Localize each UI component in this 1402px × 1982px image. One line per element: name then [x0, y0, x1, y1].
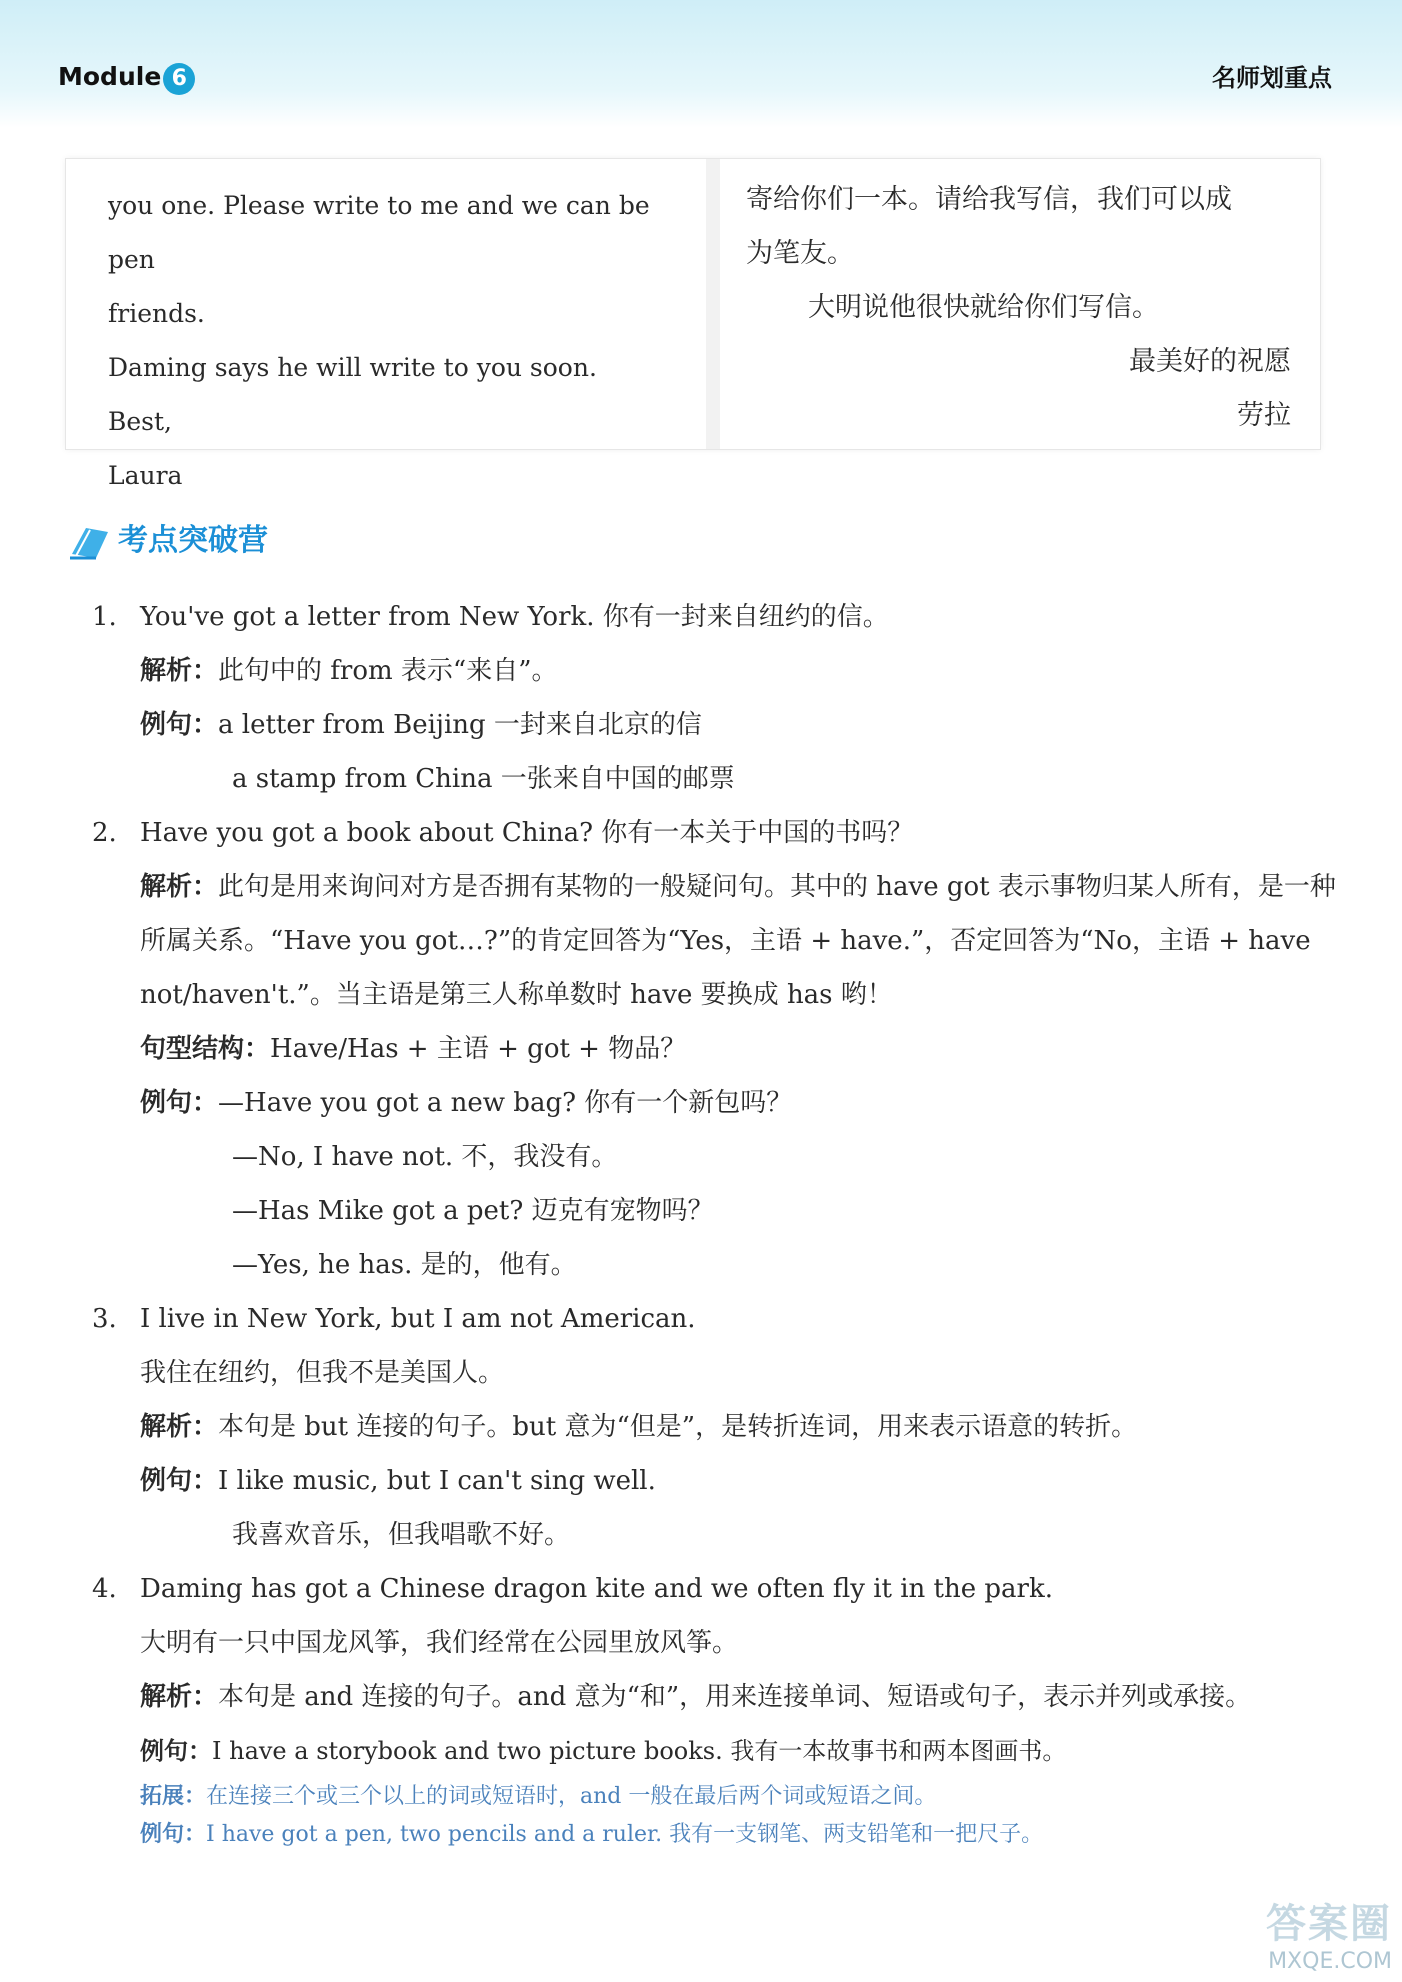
item-1-example-2: a stamp from China 一张来自中国的邮票 [232, 764, 735, 794]
example-text: —Have you got a new bag? 你有一个新包吗？ [218, 1088, 793, 1118]
letter-zh-line: 为笔友。 [746, 238, 854, 269]
item-1-example [92, 698, 1352, 752]
item-3-translation: 我住在纽约，但我不是美国人。 [140, 1358, 505, 1388]
section-title [68, 515, 268, 560]
letter-divider [706, 159, 720, 449]
module-number: 6 [163, 63, 195, 95]
item-number: 3. [92, 1304, 117, 1334]
item-number: 1. [92, 602, 117, 632]
analysis-text: 此句是用来询问对方是否拥有某物的一般疑问句。其中的 have got 表示事物归某人所有，是一种所属关系。“Have you got…?”的肯定回答为“Yes，主语 + have.”，否定回答为“No，主语 + have not/haven't.”。当主语是第三人称单数时 have 要换成 has 哟！ [140, 872, 1336, 1010]
item-2-example [92, 1076, 1352, 1130]
extension-text: 在连接三个或三个以上的词或短语时，and 一般在最后两个词或短语之间。 [206, 1784, 937, 1809]
letter-en-line: you one. Please write to me and we can be pen [108, 191, 650, 274]
module-label: Module [58, 62, 162, 91]
page-header [0, 0, 1402, 128]
item-4-example-2 [92, 1816, 1352, 1854]
item-4-analysis [92, 1670, 1352, 1724]
analysis-label: 解析： [140, 656, 219, 686]
example-label: 例句： [140, 710, 219, 740]
letter-en-line: friends. [108, 299, 205, 328]
letter-zh-line: 寄给你们一本。请给我写信，我们可以成 [746, 184, 1232, 215]
item-2-structure [92, 1022, 1352, 1076]
letter-box [65, 158, 1321, 490]
example-text: I have a storybook and two picture books. 我有一本故事书和两本图画书。 [212, 1737, 1067, 1765]
item-4-extension [92, 1778, 1352, 1816]
item-sentence: I live in New York, but I am not American. [140, 1304, 696, 1334]
item-2-example-3: —Has Mike got a pet? 迈克有宠物吗？ [232, 1196, 714, 1226]
item-number: 2. [92, 818, 117, 848]
item-3-example-2: 我喜欢音乐，但我唱歌不好。 [232, 1520, 571, 1550]
watermark [1266, 1892, 1392, 1974]
letter-zh-line: 大明说他很快就给你们写信。 [808, 292, 1159, 323]
letter-en-line: Laura [108, 461, 183, 490]
module-badge [58, 62, 195, 95]
item-sentence: Have you got a book about China? 你有一本关于中国的书吗？ [140, 818, 914, 848]
watermark-logo: 答案圈 [1266, 1901, 1392, 1947]
item-sentence: You've got a letter from New York. 你有一封来自纽约的信。 [140, 602, 889, 632]
item-number: 4. [92, 1574, 117, 1604]
analysis-text: 本句是 and 连接的句子。and 意为“和”，用来连接单词、短语或句子，表示并列或承接。 [218, 1682, 1252, 1712]
item-2-example-4: —Yes, he has. 是的，他有。 [232, 1250, 577, 1280]
extension-label: 拓展： [140, 1784, 207, 1809]
item-1-analysis [92, 644, 1352, 698]
content-body [92, 590, 1352, 1854]
item-2-example-2: —No, I have not. 不，我没有。 [232, 1142, 618, 1172]
item-3-example [92, 1454, 1352, 1508]
example-text: I have got a pen, two pencils and a ruler. 我有一支钢笔、两支铅笔和一把尺子。 [206, 1822, 1044, 1847]
analysis-label: 解析： [140, 872, 219, 902]
example-label: 例句： [140, 1822, 207, 1847]
item-4-sentence [92, 1562, 1352, 1616]
book-icon [68, 524, 112, 560]
letter-zh-line: 最美好的祝愿 [1129, 346, 1291, 377]
item-4-translation: 大明有一只中国龙风筝，我们经常在公园里放风筝。 [140, 1628, 739, 1658]
analysis-label: 解析： [140, 1682, 219, 1712]
letter-english [108, 179, 678, 503]
item-sentence: Daming has got a Chinese dragon kite and we often fly it in the park. [140, 1574, 1053, 1604]
item-1-sentence [92, 590, 1352, 644]
letter-en-line: Daming says he will write to you soon. [108, 353, 597, 382]
example-text: I like music, but I can't sing well. [218, 1466, 656, 1496]
watermark-url: MXQE.COM [1268, 1949, 1392, 1974]
analysis-text: 此句中的 from 表示“来自”。 [218, 656, 558, 686]
section-title-text: 考点突破营 [118, 523, 268, 558]
example-label: 例句： [140, 1466, 219, 1496]
example-text: a letter from Beijing 一封来自北京的信 [218, 710, 702, 740]
example-label: 例句： [140, 1737, 212, 1765]
letter-zh-line: 劳拉 [1237, 400, 1291, 431]
item-2-sentence [92, 806, 1352, 860]
item-2-analysis [92, 860, 1352, 1022]
example-label: 例句： [140, 1088, 219, 1118]
item-3-sentence [92, 1292, 1352, 1346]
analysis-label: 解析： [140, 1412, 219, 1442]
letter-en-line: Best, [108, 407, 172, 436]
structure-label: 句型结构： [140, 1034, 271, 1064]
letter-chinese [746, 173, 1291, 443]
structure-text: Have/Has + 主语 + got + 物品？ [270, 1034, 687, 1064]
header-title: 名师划重点 [1212, 64, 1332, 92]
item-4-example [92, 1724, 1352, 1778]
analysis-text: 本句是 but 连接的句子。but 意为“但是”，是转折连词，用来表示语意的转折。 [218, 1412, 1138, 1442]
item-3-analysis [92, 1400, 1352, 1454]
